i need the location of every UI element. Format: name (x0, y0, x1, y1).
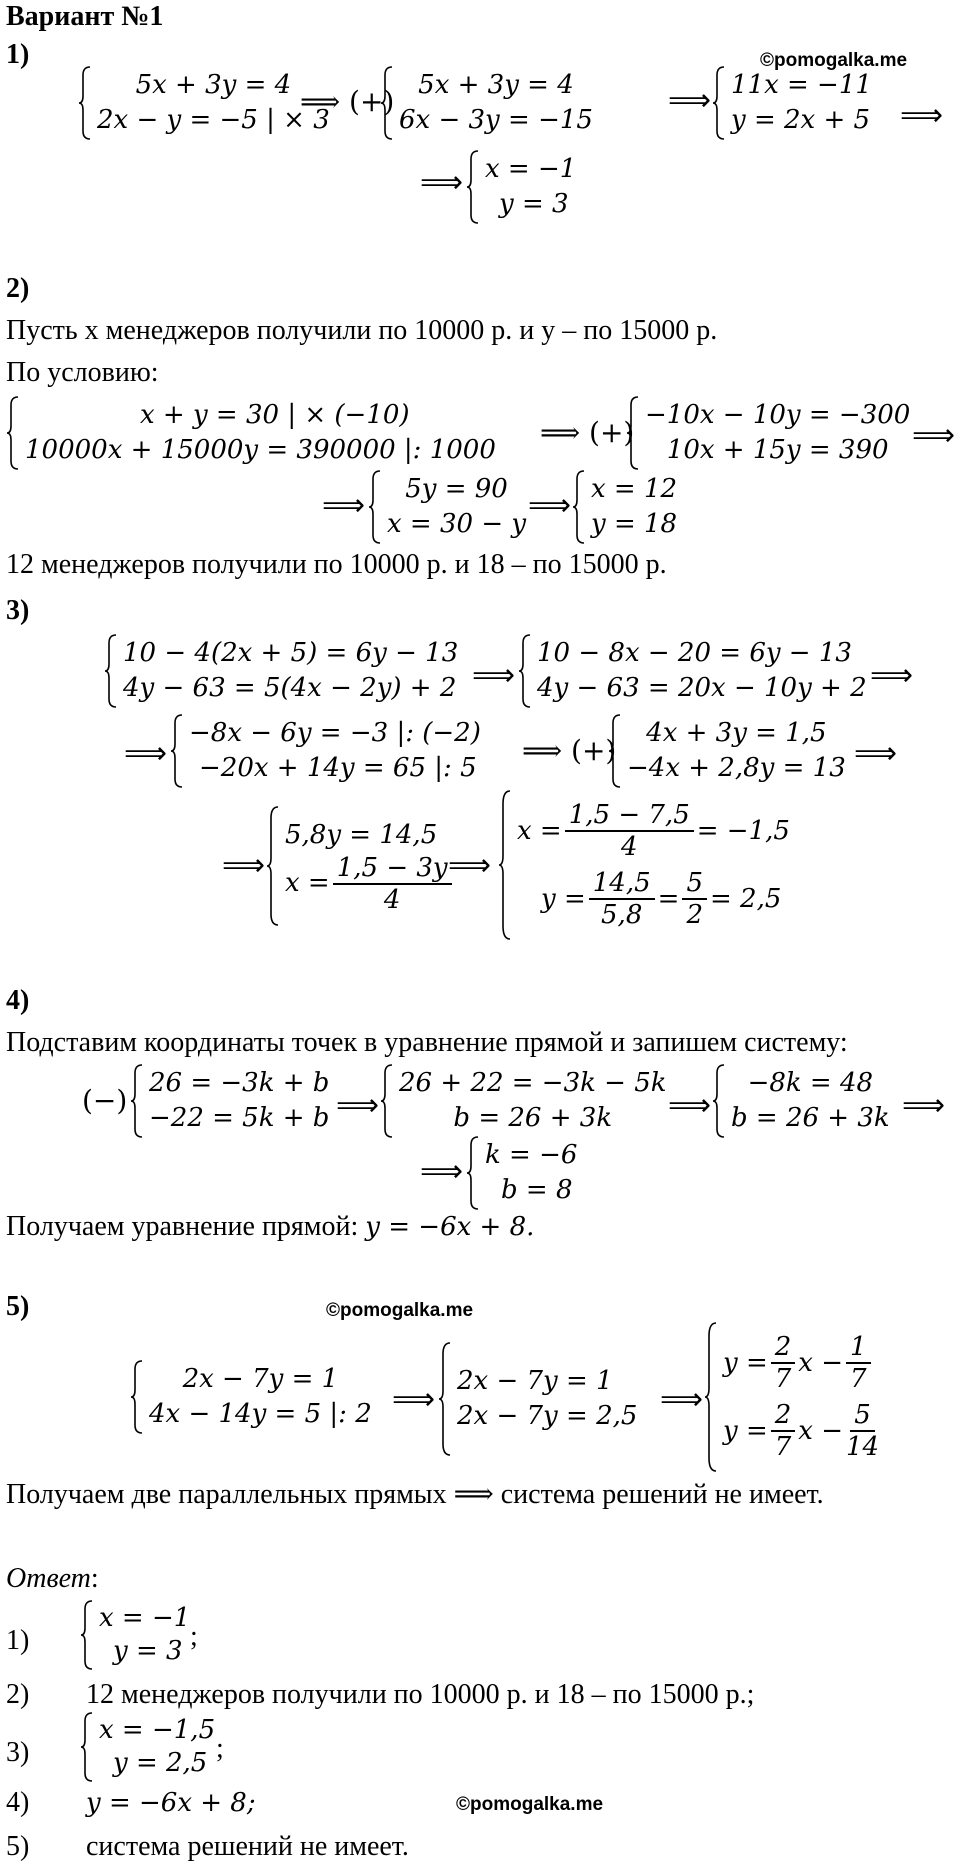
p5-system-3 (704, 1322, 882, 1472)
p4-system-3 (712, 1064, 890, 1138)
equation: y = 2,5 (113, 1748, 208, 1778)
equation: 10 − 4(2x + 5) = 6y − 13 (123, 638, 459, 668)
equation: y = 3 (499, 189, 569, 219)
problem-2-result: 12 менеджеров получили по 10000 р. и 18 – по 15000 р. (6, 549, 667, 580)
fraction (589, 868, 655, 930)
brace-icon (266, 806, 279, 926)
brace-icon (368, 470, 381, 544)
equation: 10000x + 15000y = 390000 |: 1000 (25, 435, 496, 465)
problem-4-number: 4) (6, 985, 30, 1016)
equation: 26 + 22 = −3k − 5k (399, 1068, 667, 1098)
equation-lhs: y = (723, 1347, 768, 1378)
equation: x = 30 − y (387, 509, 527, 539)
fraction (771, 1400, 796, 1462)
p3-system-2 (518, 634, 867, 708)
p1-system-4 (466, 150, 576, 224)
fraction (333, 853, 452, 915)
equation-rhs: = −1,5 (696, 815, 790, 846)
answer-4-text: y = −6x + 8; (86, 1788, 256, 1818)
answer-5-text: система решений не имеет. (86, 1831, 409, 1862)
equation: −22 = 5k + b (149, 1103, 330, 1133)
p5-system-2 (438, 1342, 637, 1456)
denominator: 4 (383, 884, 401, 915)
operator: ⟹ (+) (300, 85, 395, 118)
answer-3-tail: ; (216, 1733, 224, 1764)
brace-icon (438, 1342, 451, 1456)
watermark: ©pomogalka.me (456, 1794, 604, 1815)
denominator: 2 (686, 900, 703, 930)
equation: 4y − 63 = 5(4x − 2y) + 2 (123, 673, 457, 703)
implies-arrow: ⟹ (322, 488, 366, 523)
equation: 4x − 14y = 5 |: 2 (149, 1399, 372, 1429)
equation: −8x − 6y = −3 |: (−2) (189, 718, 481, 748)
p3-system-6 (498, 790, 790, 940)
brace-icon (572, 470, 585, 544)
equation-mid: x − (798, 1347, 844, 1378)
numerator: 5 (850, 1400, 875, 1432)
equation: y = 18 (591, 509, 678, 539)
answer-2-text: 12 менеджеров получили по 10000 р. и 18 – по 15000 р.; (86, 1679, 755, 1710)
brace-icon (498, 790, 511, 940)
page-title: Вариант №1 (6, 1, 164, 32)
equals-sign: = (657, 883, 680, 914)
implies-arrow: ⟹ (854, 736, 898, 771)
equation: 11x = −11 (731, 70, 872, 100)
equation: 2x − 7y = 2,5 (457, 1401, 638, 1431)
line-equation: y = −6x + 8. (365, 1212, 535, 1242)
p1-system-1 (78, 66, 330, 140)
equation: b = 26 + 3k (453, 1103, 613, 1133)
p2-system-1 (6, 396, 496, 470)
denominator: 5,8 (601, 900, 643, 930)
problem-2-text: Пусть x менеджеров получили по 10000 р. и y – по 15000 р. (6, 315, 718, 346)
equation: x = −1,5 (99, 1715, 216, 1745)
implies-arrow: ⟹ (528, 488, 572, 523)
result-prefix: Получаем уравнение прямой: (6, 1211, 366, 1242)
p3-system-5 (266, 806, 455, 926)
denominator: 7 (850, 1364, 867, 1394)
numerator: 2 (771, 1332, 796, 1364)
brace-icon (104, 634, 117, 708)
implies-arrow: ⟹ (668, 83, 712, 118)
brace-icon (80, 1600, 93, 1670)
problem-3-number: 3) (6, 595, 30, 626)
p2-system-4 (572, 470, 677, 544)
p2-system-2 (626, 396, 910, 470)
equation: 2x − 7y = 1 (457, 1366, 613, 1396)
implies-arrow: ⟹ (472, 658, 516, 693)
fraction (846, 1400, 879, 1462)
brace-icon (380, 66, 393, 140)
p2-system-3 (368, 470, 526, 544)
problem-5-result: Получаем две параллельных прямых ⟹ система решений не имеет. (6, 1479, 824, 1510)
implies-arrow: ⟹ (912, 418, 956, 453)
equation: 5x + 3y = 4 (135, 70, 292, 100)
implies-arrow: ⟹ (336, 1088, 380, 1123)
equation: 2x − 7y = 1 (182, 1364, 339, 1394)
equation: −20x + 14y = 65 |: 5 (199, 753, 477, 783)
implies-arrow: ⟹ (392, 1382, 436, 1417)
p4-system-2 (380, 1064, 667, 1138)
equation-lhs: y = (723, 1415, 768, 1446)
answer-label: Ответ (6, 1563, 91, 1594)
equation: −10x − 10y = −300 (645, 400, 911, 430)
brace-icon (518, 634, 531, 708)
equation: 10 − 8x − 20 = 6y − 13 (537, 638, 852, 668)
p1-system-3 (712, 66, 872, 140)
answer-2-number: 2) (6, 1679, 30, 1710)
implies-arrow: ⟹ (222, 848, 266, 883)
numerator: 1,5 − 3y (333, 853, 452, 885)
equation: x + y = 30 | × (−10) (140, 400, 410, 430)
denominator: 7 (774, 1432, 792, 1462)
implies-arrow: ⟹ (420, 1154, 464, 1189)
answer-3-number: 3) (6, 1737, 30, 1768)
equation: x = −1 (485, 154, 577, 184)
brace-icon (466, 1136, 479, 1210)
operator: ⟹ (+) (540, 416, 635, 449)
answer-5-number: 5) (6, 1831, 30, 1862)
implies-arrow: ⟹ (420, 165, 464, 200)
implies-arrow: ⟹ (902, 1088, 946, 1123)
brace-icon (80, 1712, 93, 1782)
equation: x = 12 (591, 474, 678, 504)
answer-1-system (80, 1600, 190, 1670)
equation-lhs: x = (517, 815, 562, 846)
equation: y = 3 (113, 1636, 183, 1666)
brace-icon (130, 1064, 143, 1138)
numerator: 1,5 − 7,5 (565, 800, 694, 832)
equation: −8k = 48 (747, 1068, 874, 1098)
p4-system-1 (130, 1064, 329, 1138)
brace-icon (130, 1360, 143, 1434)
denominator: 4 (620, 832, 638, 862)
brace-icon (170, 714, 183, 788)
answer-4-number: 4) (6, 1787, 30, 1818)
implies-arrow: ⟹ (660, 1382, 704, 1417)
brace-icon (712, 66, 725, 140)
p3-system-3 (170, 714, 481, 788)
fraction (565, 800, 694, 862)
equation: −4x + 2,8y = 13 (627, 753, 846, 783)
numerator: 14,5 (589, 868, 655, 900)
equation: 2x − y = −5 | × 3 (97, 105, 330, 135)
implies-arrow: ⟹ (870, 658, 914, 693)
implies-arrow: ⟹ (668, 1088, 712, 1123)
equation: 6x − 3y = −15 (399, 105, 593, 135)
operator: (−) (82, 1084, 128, 1117)
brace-icon (608, 714, 621, 788)
equation: x = −1 (99, 1603, 191, 1633)
equation: 10x + 15y = 390 (666, 435, 889, 465)
equation-rhs: = 2,5 (709, 883, 782, 914)
problem-1-number: 1) (6, 39, 30, 70)
brace-icon (78, 66, 91, 140)
answer-heading (6, 1562, 99, 1596)
equation-lhs: x = (285, 868, 330, 898)
equation: 26 = −3k + b (149, 1068, 330, 1098)
fraction (846, 1332, 871, 1394)
implies-arrow: ⟹ (124, 736, 168, 771)
equation-mid: x − (798, 1415, 844, 1446)
p3-system-4 (608, 714, 846, 788)
denominator: 14 (846, 1432, 880, 1462)
problem-5-number: 5) (6, 1291, 30, 1322)
operator: ⟹ (+) (522, 734, 617, 767)
equation: 4x + 3y = 1,5 (646, 718, 827, 748)
p3-system-1 (104, 634, 458, 708)
brace-icon (6, 396, 19, 470)
answer-colon: : (90, 1563, 99, 1594)
equation: 4y − 63 = 20x − 10y + 2 (537, 673, 867, 703)
problem-2-number: 2) (6, 273, 30, 304)
answer-3-system (80, 1712, 215, 1782)
brace-icon (380, 1064, 393, 1138)
watermark: ©pomogalka.me (760, 50, 908, 71)
fraction (771, 1332, 796, 1394)
brace-icon (704, 1322, 717, 1472)
answer-1-tail: ; (190, 1621, 198, 1652)
equation: 5x + 3y = 4 (418, 70, 574, 100)
equation: y = 2x + 5 (731, 105, 871, 135)
numerator: 1 (846, 1332, 871, 1364)
p1-system-2 (380, 66, 593, 140)
implies-arrow: ⟹ (448, 848, 492, 883)
answer-1-number: 1) (6, 1625, 30, 1656)
problem-2-condition: По условию: (6, 357, 159, 388)
implies-arrow: ⟹ (900, 98, 944, 133)
equation: b = 8 (501, 1175, 573, 1205)
equation: 5,8y = 14,5 (285, 819, 438, 850)
equation-lhs: y = (541, 883, 586, 914)
p5-system-1 (130, 1360, 372, 1434)
equation: b = 26 + 3k (731, 1103, 890, 1133)
denominator: 7 (774, 1364, 792, 1394)
equation: k = −6 (485, 1140, 578, 1170)
numerator: 2 (771, 1400, 796, 1432)
problem-4-result (6, 1210, 534, 1244)
watermark: ©pomogalka.me (326, 1300, 474, 1321)
equation: 5y = 90 (405, 474, 508, 504)
fraction (682, 868, 707, 930)
brace-icon (712, 1064, 725, 1138)
brace-icon (466, 150, 479, 224)
problem-4-text: Подставим координаты точек в уравнение прямой и запишем систему: (6, 1027, 848, 1058)
p4-system-4 (466, 1136, 577, 1210)
numerator: 5 (682, 868, 707, 900)
brace-icon (626, 396, 639, 470)
